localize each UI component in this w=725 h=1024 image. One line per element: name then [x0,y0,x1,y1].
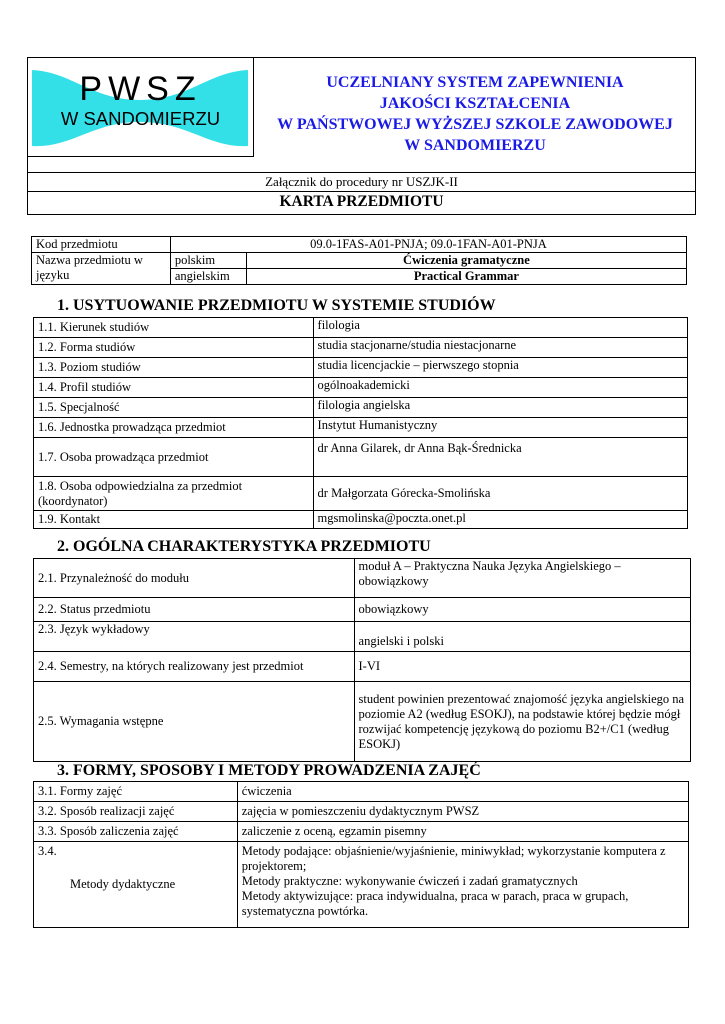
institution-title-line: W SANDOMIERZU [404,137,546,154]
course-code-label: Kod przedmiotu [32,237,171,253]
row-label: 2.2. Status przedmiotu [34,598,355,622]
document-header [27,57,696,215]
lang-pl-label: polskim [170,253,246,269]
section-3-heading: 3. FORMY, SPOSOBY I METODY PROWADZENIA ZAJĘĆ [57,762,481,779]
row-value: student powinien prezentować znajomość języka angielskiego na poziomie A2 (według ESOKJ), na podstawie której będzie mógł rozwijać kompetencję językową do poziomu B2+/C1 (według ESOKJ) [354,682,690,762]
row-value: dr Małgorzata Górecka-Smolińska [313,477,687,511]
institution-title [253,72,697,156]
logo [28,58,254,157]
section-3-table [33,781,689,928]
course-name-pl: Ćwiczenia gramatyczne [246,253,686,269]
methods-label-cell [34,842,238,928]
methods-line: Metody podające: objaśnienie/wyjaśnienie, miniwykład; wykorzystanie komputera z projektorem; [241,844,666,873]
methods-number: 3.4. [38,844,57,858]
row-value: zaliczenie z oceną, egzamin pisemny [237,822,688,842]
row-label: 2.4. Semestry, na których realizowany jest przedmiot [34,652,355,682]
row-label: 2.5. Wymagania wstępne [34,682,355,762]
row-label: 3.1. Formy zajęć [34,782,238,802]
row-label: 1.8. Osoba odpowiedzialna za przedmiot (koordynator) [34,477,314,511]
row-value: I-VI [354,652,690,682]
methods-line: Metody praktyczne: wykonywanie ćwiczeń i zadań gramatycznych [241,874,578,888]
row-value: filologia [313,318,687,338]
row-value: dr Anna Gilarek, dr Anna Bąk-Średnicka [313,438,687,477]
row-value: mgsmolinska@poczta.onet.pl [313,511,687,529]
section-2-table [33,558,691,762]
row-label: 3.3. Sposób zaliczenia zajęć [34,822,238,842]
row-value: Instytut Humanistyczny [313,418,687,438]
annex-note: Załącznik do procedury nr USZJK-II [28,172,695,192]
methods-line: Metody aktywizujące: praca indywidualna, praca w parach, praca w grupach, systematyczna powtórka. [241,889,629,918]
section-2-heading: 2. OGÓLNA CHARAKTERYSTYKA PRZEDMIOTU [57,538,431,555]
row-value: studia stacjonarne/studia niestacjonarne [313,338,687,358]
institution-title-line: JAKOŚCI KSZTAŁCENIA [379,95,571,112]
row-label: 1.6. Jednostka prowadząca przedmiot [34,418,314,438]
institution-title-line: UCZELNIANY SYSTEM ZAPEWNIENIA [326,74,624,91]
row-label: 1.1. Kierunek studiów [34,318,314,338]
row-value: studia licencjackie – pierwszego stopnia [313,358,687,378]
row-label: 1.4. Profil studiów [34,378,314,398]
lang-en-label: angielskim [170,269,246,285]
row-value: filologia angielska [313,398,687,418]
logo-text-sandomierz: W SANDOMIERZU [60,108,221,129]
course-name-en: Practical Grammar [246,269,686,285]
course-code-value: 09.0-1FAS-A01-PNJA; 09.0-1FAN-A01-PNJA [170,237,686,253]
row-label: 1.3. Poziom studiów [34,358,314,378]
row-label: 1.9. Kontakt [34,511,314,529]
logo-text-pwsz: PWSZ [79,70,202,108]
row-value: moduł A – Praktyczna Nauka Języka Angielskiego – obowiązkowy [354,559,690,598]
methods-label: Metody dydaktyczne [70,877,176,891]
course-table [31,236,687,285]
row-label: 1.5. Specjalność [34,398,314,418]
row-label: 1.2. Forma studiów [34,338,314,358]
row-label: 1.7. Osoba prowadząca przedmiot [34,438,314,477]
row-label: 2.1. Przynależność do modułu [34,559,355,598]
row-value: ćwiczenia [237,782,688,802]
course-name-label: Nazwa przedmiotu w języku [32,253,171,285]
row-value: ogólnoakademicki [313,378,687,398]
section-1-heading: 1. USYTUOWANIE PRZEDMIOTU W SYSTEMIE STUDIÓW [57,297,496,314]
row-value: obowiązkowy [354,598,690,622]
card-title: KARTA PRZEDMIOTU [279,193,444,210]
institution-title-line: W PAŃSTWOWEJ WYŻSZEJ SZKOLE ZAWODOWEJ [277,116,673,133]
section-1-table [33,317,688,529]
methods-value [237,842,688,928]
row-value: angielski i polski [354,622,690,652]
row-label: 3.2. Sposób realizacji zajęć [34,802,238,822]
row-value: zajęcia w pomieszczeniu dydaktycznym PWSZ [237,802,688,822]
row-label: 2.3. Język wykładowy [34,622,355,652]
